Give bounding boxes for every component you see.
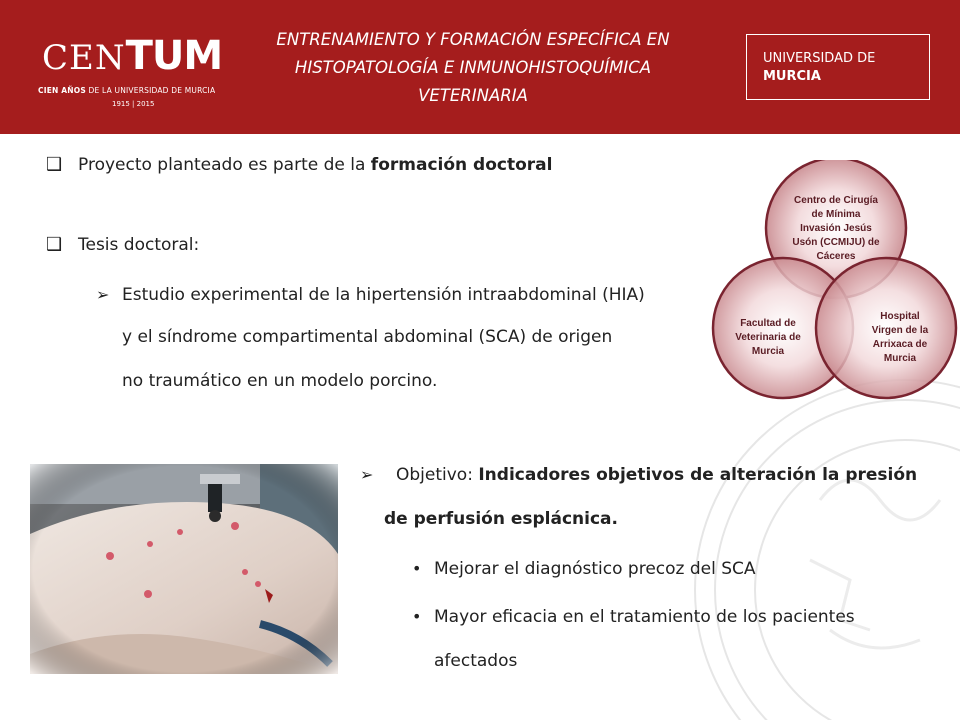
objective-line-1: Objetivo: Indicadores objetivos de alteración la presión xyxy=(396,465,918,485)
goal-treatment-line-1: Mayor eficacia en el tratamiento de los pacientes xyxy=(434,607,855,627)
logo-wordmark: CENTUM xyxy=(42,33,223,79)
objective-line-2: de perfusión esplácnica. xyxy=(384,509,618,529)
venn-label-arrixaca-2: Virgen de la xyxy=(871,325,929,336)
page-title: ENTRENAMIENTO Y FORMACIÓN ESPECÍFICA EN HISTOPATOLOGÍA E INMUNOHISTOQUÍMICA VETERINARIA xyxy=(276,30,670,105)
venn-label-ccmiju-4: Usón (CCMIJU) de xyxy=(792,237,880,248)
goal-treatment-line-2: afectados xyxy=(434,651,518,671)
venn-label-ccmiju-2: de Mínima xyxy=(811,209,861,220)
checkbox-bullet-icon: ❑ xyxy=(46,154,63,175)
centum-logo xyxy=(36,33,246,116)
dot-bullet-icon: • xyxy=(412,559,422,578)
venn-label-ccmiju-5: Cáceres xyxy=(816,251,856,262)
checkbox-bullet-icon: ❑ xyxy=(46,234,63,255)
bullet-formacion-doctoral: Proyecto planteado es parte de la formación doctoral xyxy=(78,155,553,175)
bullet-tesis-doctoral: Tesis doctoral: xyxy=(78,235,200,255)
goal-early-diagnosis: Mejorar el diagnóstico precoz del SCA xyxy=(434,559,756,579)
arrow-bullet-icon: ➢ xyxy=(360,465,374,484)
venn-label-ccmiju-3: Invasión Jesús xyxy=(800,223,872,234)
logo-subtitle: CIEN AÑOS DE LA UNIVERSIDAD DE MURCIA xyxy=(38,86,216,95)
surgical-model-photo xyxy=(30,464,338,674)
study-description-line-1: Estudio experimental de la hipertensión intraabdominal (HIA) xyxy=(122,285,645,305)
venn-label-ccmiju-1: Centro de Cirugía xyxy=(794,195,878,206)
venn-label-arrixaca-3: Arrixaca de xyxy=(872,339,928,350)
dot-bullet-icon: • xyxy=(412,607,422,626)
venn-label-arrixaca-1: Hospital xyxy=(880,311,920,322)
venn-label-arrixaca-4: Murcia xyxy=(883,353,917,364)
venn-label-veterinaria-2: Veterinaria de xyxy=(735,332,801,343)
study-description-line-2: y el síndrome compartimental abdominal (SCA) de origen xyxy=(122,327,613,347)
arrow-bullet-icon: ➢ xyxy=(96,285,110,304)
header-banner xyxy=(0,0,960,134)
logo-years: 1915 | 2015 xyxy=(112,100,155,108)
venn-label-veterinaria-3: Murcia xyxy=(751,346,785,357)
venn-label-veterinaria-1: Facultad de xyxy=(740,318,796,329)
study-description-line-3: no traumático en un modelo porcino. xyxy=(122,371,438,391)
institutions-venn-diagram xyxy=(700,160,960,420)
university-logo: UNIVERSIDAD DE MURCIA xyxy=(746,34,930,100)
